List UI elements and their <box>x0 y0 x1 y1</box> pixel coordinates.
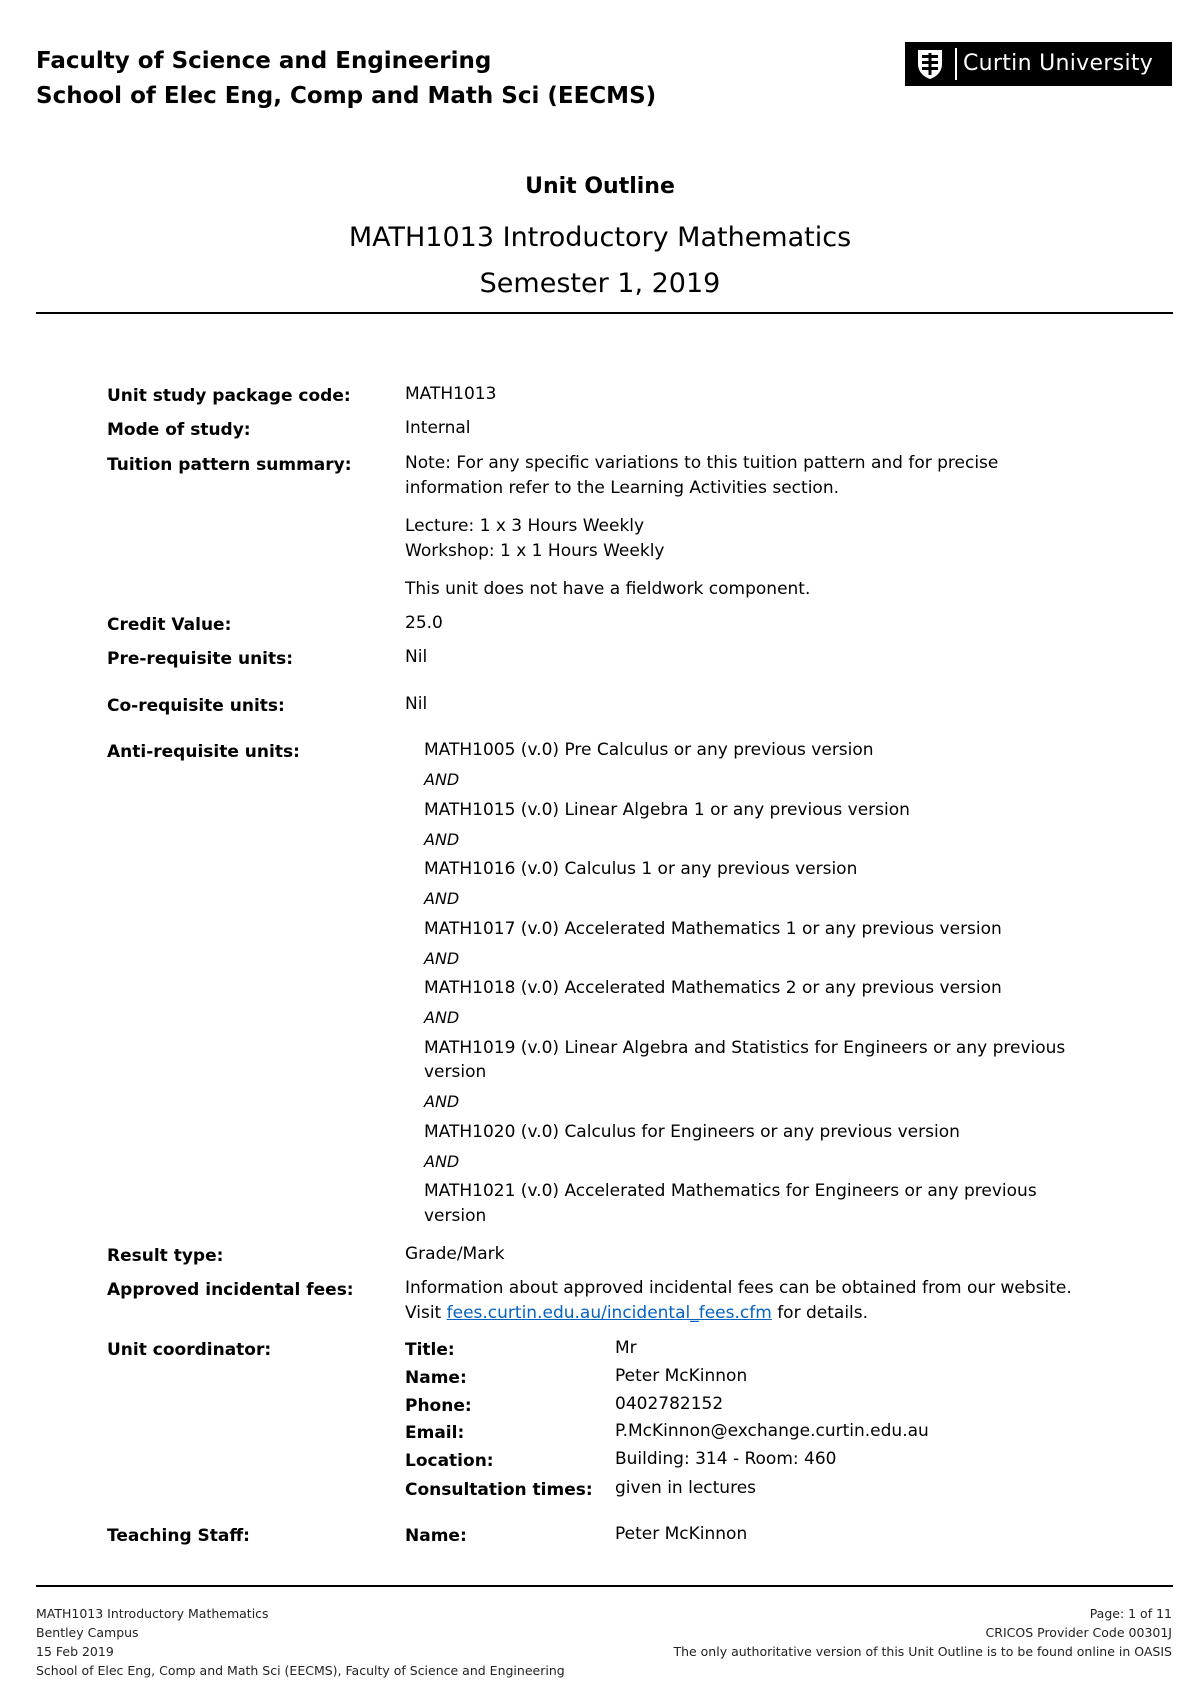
footer-school: School of Elec Eng, Comp and Math Sci (EECMS), Faculty of Science and Engineering <box>36 1663 565 1678</box>
antireq-unit-cont: version <box>424 1206 487 1226</box>
coordinator-name: Peter McKinnon <box>615 1366 748 1386</box>
package-code-label: Unit study package code: <box>107 386 351 406</box>
coordinator-email-label: Email: <box>405 1423 465 1443</box>
coordinator-title-label: Title: <box>405 1340 455 1360</box>
antireq-unit: MATH1016 (v.0) Calculus 1 or any previous version <box>424 859 858 879</box>
antireq-and: AND <box>424 830 460 849</box>
coordinator-location-label: Location: <box>405 1451 494 1471</box>
teaching-name: Peter McKinnon <box>615 1524 748 1544</box>
antireq-and: AND <box>424 1152 460 1171</box>
result-label: Result type: <box>107 1246 224 1266</box>
fees-info: Information about approved incidental fees can be obtained from our website. <box>405 1278 1072 1298</box>
fees-link[interactable]: fees.curtin.edu.au/incidental_fees.cfm <box>446 1303 772 1323</box>
fees-visit-line <box>405 1303 868 1323</box>
footer-unit: MATH1013 Introductory Mathematics <box>36 1606 269 1621</box>
fieldwork-note: This unit does not have a fieldwork component. <box>405 579 811 599</box>
coordinator-name-label: Name: <box>405 1368 467 1388</box>
antireq-unit: MATH1018 (v.0) Accelerated Mathematics 2 or any previous version <box>424 978 1002 998</box>
coordinator-title: Mr <box>615 1338 637 1358</box>
antireq-unit: MATH1021 (v.0) Accelerated Mathematics for Engineers or any previous <box>424 1181 1037 1201</box>
antireq-label: Anti-requisite units: <box>107 742 300 762</box>
antireq-unit: MATH1017 (v.0) Accelerated Mathematics 1 or any previous version <box>424 919 1002 939</box>
antireq-and: AND <box>424 949 460 968</box>
antireq-and: AND <box>424 1092 460 1111</box>
prereq-value: Nil <box>405 647 428 667</box>
credit-value: 25.0 <box>405 613 443 633</box>
coordinator-email: P.McKinnon@exchange.curtin.edu.au <box>615 1421 929 1441</box>
coordinator-location: Building: 314 - Room: 460 <box>615 1449 837 1469</box>
result-value: Grade/Mark <box>405 1244 505 1264</box>
footer-date: 15 Feb 2019 <box>36 1644 114 1659</box>
crest-icon <box>913 47 947 81</box>
workshop-pattern: Workshop: 1 x 1 Hours Weekly <box>405 541 665 561</box>
fees-label: Approved incidental fees: <box>107 1280 354 1300</box>
package-code-value: MATH1013 <box>405 384 497 404</box>
footer-right <box>673 1604 1172 1661</box>
tuition-note-line1: Note: For any specific variations to this tuition pattern and for precise <box>405 453 999 473</box>
faculty-name: Faculty of Science and Engineering <box>36 48 492 74</box>
coordinator-phone: 0402782152 <box>615 1394 724 1414</box>
tuition-note-line2: information refer to the Learning Activities section. <box>405 478 839 498</box>
fees-visit-text: Visit <box>405 1303 447 1323</box>
curtin-logo <box>905 42 1172 86</box>
footer-authority-note: The only authoritative version of this Unit Outline is to be found online in OASIS <box>673 1644 1172 1659</box>
footer-page: Page: 1 of 11 <box>1089 1606 1172 1621</box>
footer-campus: Bentley Campus <box>36 1625 139 1640</box>
antireq-and: AND <box>424 889 460 908</box>
teaching-name-label: Name: <box>405 1526 467 1546</box>
unit-title: MATH1013 Introductory Mathematics <box>348 222 852 253</box>
antireq-unit: MATH1019 (v.0) Linear Algebra and Statistics for Engineers or any previous <box>424 1038 1066 1058</box>
school-name: School of Elec Eng, Comp and Math Sci (EECMS) <box>36 83 657 109</box>
mode-value: Internal <box>405 418 471 438</box>
credit-label: Credit Value: <box>107 615 232 635</box>
coordinator-label: Unit coordinator: <box>107 1340 272 1360</box>
coordinator-consult-label: Consultation times: <box>405 1480 593 1500</box>
teaching-label: Teaching Staff: <box>107 1526 250 1546</box>
semester-title: Semester 1, 2019 <box>479 268 721 299</box>
document-heading: Unit Outline <box>525 174 675 199</box>
prereq-label: Pre-requisite units: <box>107 649 294 669</box>
faculty-header <box>36 44 656 114</box>
antireq-and: AND <box>424 1008 460 1027</box>
lecture-pattern: Lecture: 1 x 3 Hours Weekly <box>405 516 645 536</box>
header-rule <box>36 312 1173 314</box>
tuition-label: Tuition pattern summary: <box>107 455 352 475</box>
antireq-unit: MATH1020 (v.0) Calculus for Engineers or any previous version <box>424 1122 960 1142</box>
antireq-and: AND <box>424 770 460 789</box>
footer-left <box>36 1604 565 1680</box>
logo-text: Curtin University <box>963 51 1154 76</box>
coordinator-phone-label: Phone: <box>405 1396 472 1416</box>
mode-label: Mode of study: <box>107 420 251 440</box>
fees-suffix-text: for details. <box>771 1303 869 1323</box>
footer-rule <box>36 1585 1173 1587</box>
antireq-unit: MATH1005 (v.0) Pre Calculus or any previous version <box>424 740 874 760</box>
coreq-label: Co-requisite units: <box>107 696 285 716</box>
antireq-unit-cont: version <box>424 1062 487 1082</box>
antireq-unit: MATH1015 (v.0) Linear Algebra 1 or any previous version <box>424 800 910 820</box>
logo-divider <box>955 48 957 80</box>
footer-cricos: CRICOS Provider Code 00301J <box>985 1625 1172 1640</box>
coordinator-consult: given in lectures <box>615 1478 757 1498</box>
coreq-value: Nil <box>405 694 428 714</box>
